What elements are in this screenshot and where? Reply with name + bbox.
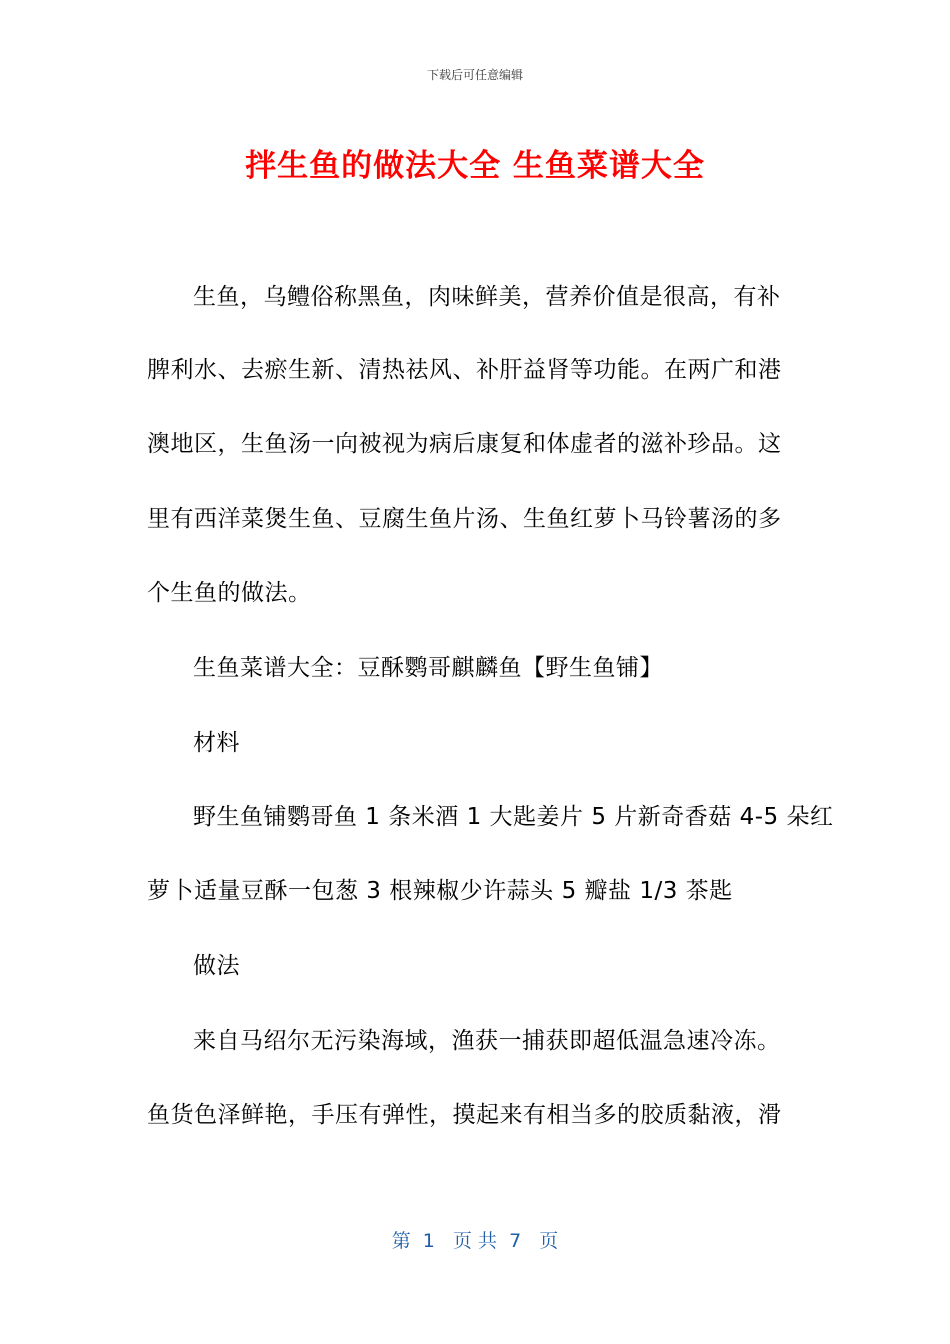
paragraph-line: 个生鱼的做法。 [147, 580, 312, 606]
paragraph-line: 生鱼，乌鳢俗称黑鱼，肉味鲜美，营养价值是很高，有补 [193, 284, 781, 310]
page-number-footer: 第 1 页 共 7 页 [391, 1230, 559, 1252]
method-line: 来自马绍尔无污染海域，渔获一捕获即超低温急速冷冻。 [193, 1028, 781, 1054]
method-line: 鱼货色泽鲜艳，手压有弹性，摸起来有相当多的胶质黏液，滑 [147, 1102, 782, 1128]
section-label-method: 做法 [193, 953, 240, 979]
document-title: 拌生鱼的做法大全 生鱼菜谱大全 [245, 148, 705, 184]
paragraph-line: 里有西洋菜煲生鱼、豆腐生鱼片汤、生鱼红萝卜马铃薯汤的多 [147, 506, 782, 532]
ingredients-line: 萝卜适量豆酥一包葱 3 根辣椒少许蒜头 5 瓣盐 1/3 茶匙 [147, 878, 733, 904]
header-note: 下载后可任意编辑 [426, 68, 523, 82]
paragraph-line: 脾利水、去瘀生新、清热祛风、补肝益肾等功能。在两广和港 [147, 357, 782, 383]
paragraph-line: 澳地区，生鱼汤一向被视为病后康复和体虚者的滋补珍品。这 [147, 431, 782, 457]
section-label-ingredients: 材料 [193, 730, 240, 756]
ingredients-line: 野生鱼铺鹦哥鱼 1 条米酒 1 大匙姜片 5 片新奇香菇 4-5 朵红 [193, 804, 834, 830]
recipe-heading: 生鱼菜谱大全：豆酥鹦哥麒麟鱼【野生鱼铺】 [193, 655, 663, 681]
